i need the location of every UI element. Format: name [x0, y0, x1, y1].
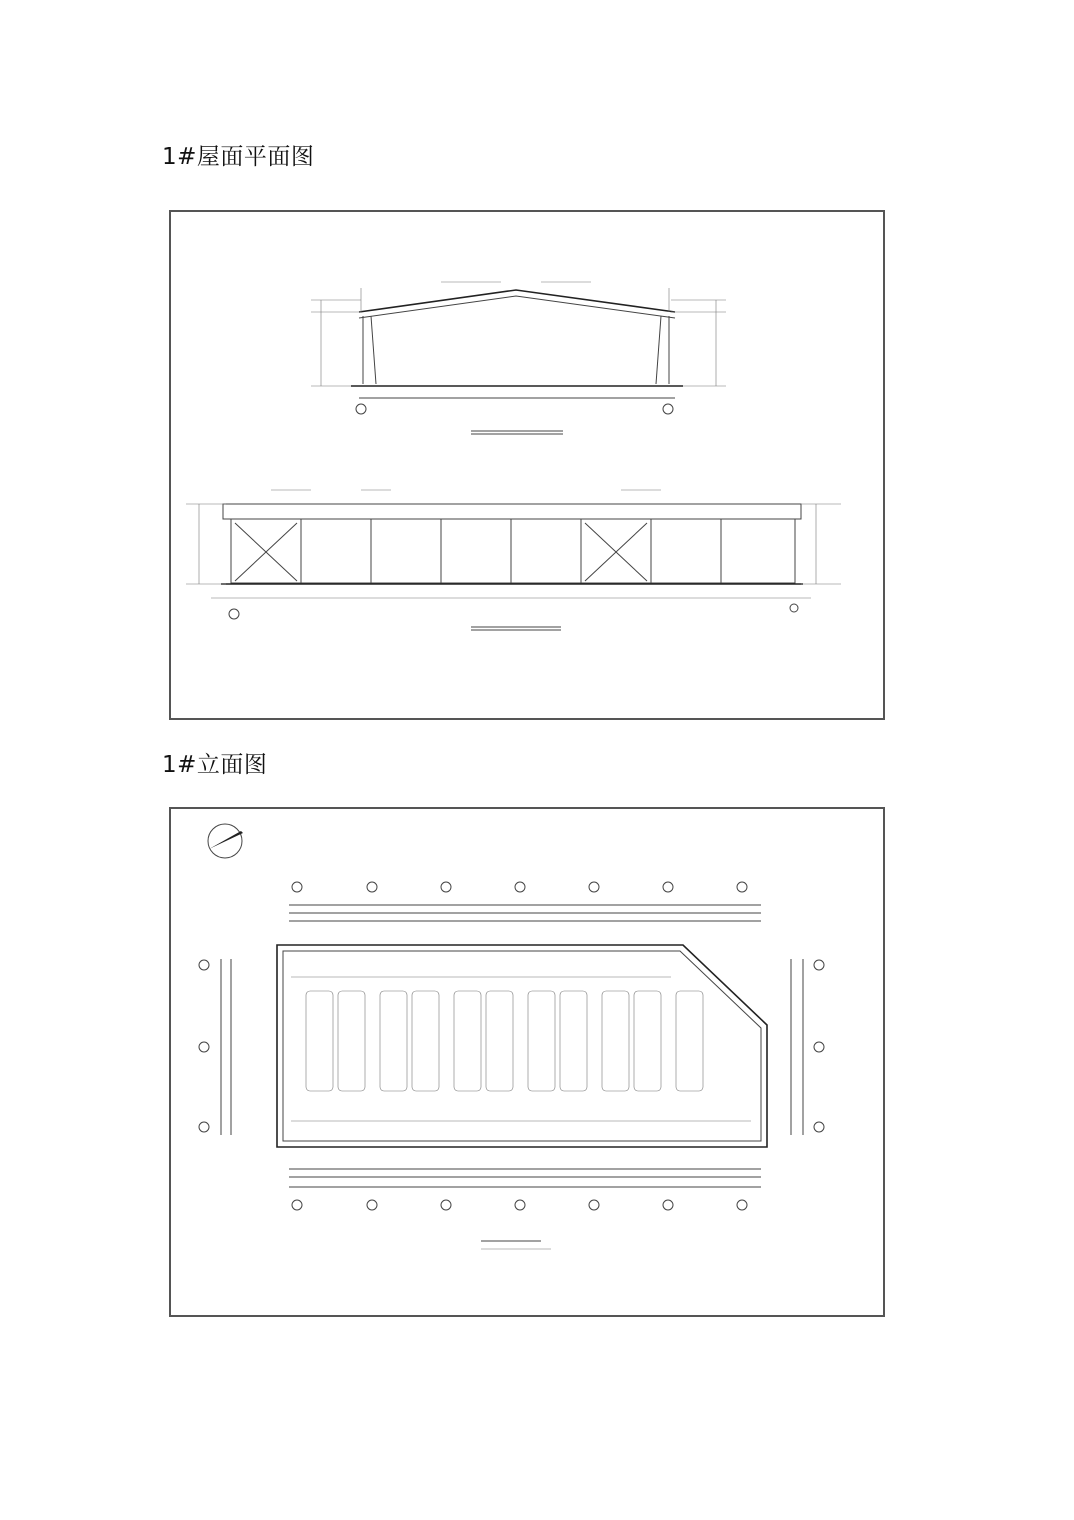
grid-axis-sides: [199, 959, 824, 1135]
section-2-heading: 1#立面图: [162, 752, 268, 778]
floor-plan-drawing: [171, 809, 883, 1315]
longitudinal-elevation: [186, 490, 841, 630]
grid-axis-bottom: [289, 1169, 761, 1210]
transverse-elevation: [311, 282, 726, 434]
building-outline: [277, 945, 767, 1147]
parking-stalls: [306, 991, 703, 1091]
section-1-heading: 1#屋面平面图: [162, 144, 315, 170]
drawing-frame-2: [169, 807, 885, 1317]
grid-axis-top: [289, 882, 761, 921]
north-arrow-icon: [208, 824, 243, 858]
elevation-drawing: [171, 212, 883, 718]
drawing-frame-1: [169, 210, 885, 720]
